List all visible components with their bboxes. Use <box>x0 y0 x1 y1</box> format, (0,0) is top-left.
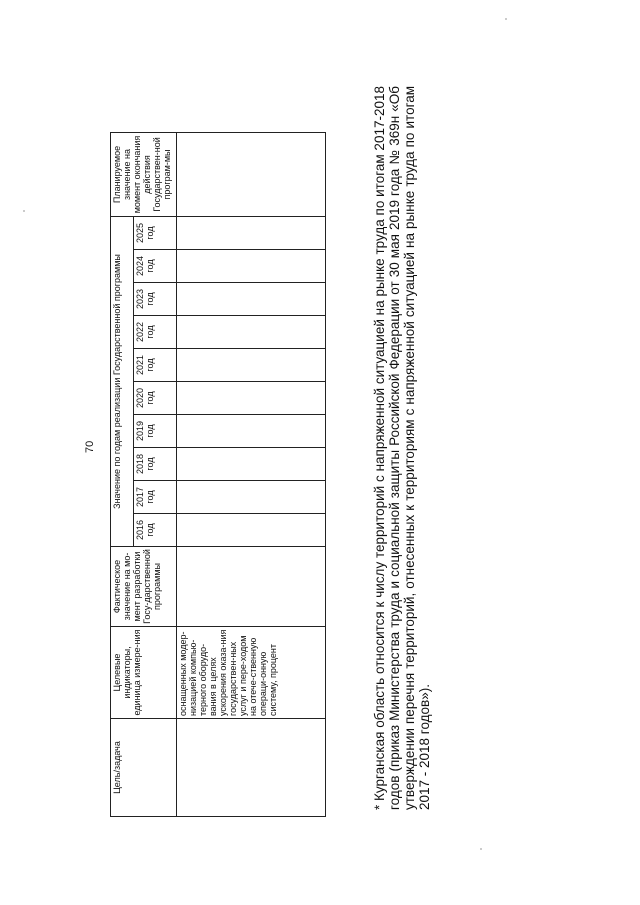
planned-value-cell <box>177 133 326 217</box>
year-header: 2022 год <box>134 316 177 349</box>
page-number: 70 <box>84 440 96 453</box>
year-header: 2018 год <box>134 448 177 481</box>
header-by-years: Значение по годам реализации Государственной программы <box>111 217 134 547</box>
header-indicators: Целевые индикаторы, единица измере-ния <box>111 627 177 719</box>
year-value-cell <box>177 514 326 547</box>
year-value-cell <box>177 415 326 448</box>
header-actual-value: Фактическое значение на мо-мент разработки Госу-дарственной программы <box>111 547 177 627</box>
year-header: 2020 год <box>134 382 177 415</box>
year-header: 2024 год <box>134 250 177 283</box>
footnote <box>372 86 432 810</box>
year-header: 2023 год <box>134 283 177 316</box>
header-goal: Цель/задача <box>111 719 177 817</box>
year-header: 2016 год <box>134 514 177 547</box>
year-value-cell <box>177 217 326 250</box>
year-header: 2025 год <box>134 217 177 250</box>
year-value-cell <box>177 448 326 481</box>
year-header: 2021 год <box>134 349 177 382</box>
scan-speck <box>480 848 482 850</box>
indicators-table <box>110 132 326 817</box>
header-planned-value: Планируемое значение на момент окончания действия Государствен-ной програм-мы <box>111 133 177 217</box>
year-value-cell <box>177 481 326 514</box>
indicators-table-wrapper <box>110 132 326 817</box>
year-value-cell <box>177 283 326 316</box>
scan-speck <box>505 18 507 20</box>
year-header: 2017 год <box>134 481 177 514</box>
year-value-cell <box>177 316 326 349</box>
goal-cell <box>177 719 326 817</box>
footnote-text: * Курганская область относится к числу территорий с напряженной ситуацией на рынке труда по итогам 2017-2018 годов (приказ Министерства труда и социальной защиты Российской Федерации от 30 мая 2019 года № 369н «Об утверждении перечня территорий, отнесенных к территориям с напряженной ситуацией на рынке труда по итогам 2017 - 2018 годов»). <box>372 86 432 810</box>
table-row <box>177 133 326 817</box>
header-row-1 <box>111 133 134 817</box>
indicator-cell: оснащенных модер-низацией компью-терного оборудо-вания в целях ускорения оказа-ния государствен-ных услуг и пере-ходом на отече-ственную операци-онную систему, процент <box>177 627 326 719</box>
year-value-cell <box>177 250 326 283</box>
actual-value-cell <box>177 547 326 627</box>
scan-speck <box>23 210 25 212</box>
year-value-cell <box>177 382 326 415</box>
year-header: 2019 год <box>134 415 177 448</box>
year-value-cell <box>177 349 326 382</box>
